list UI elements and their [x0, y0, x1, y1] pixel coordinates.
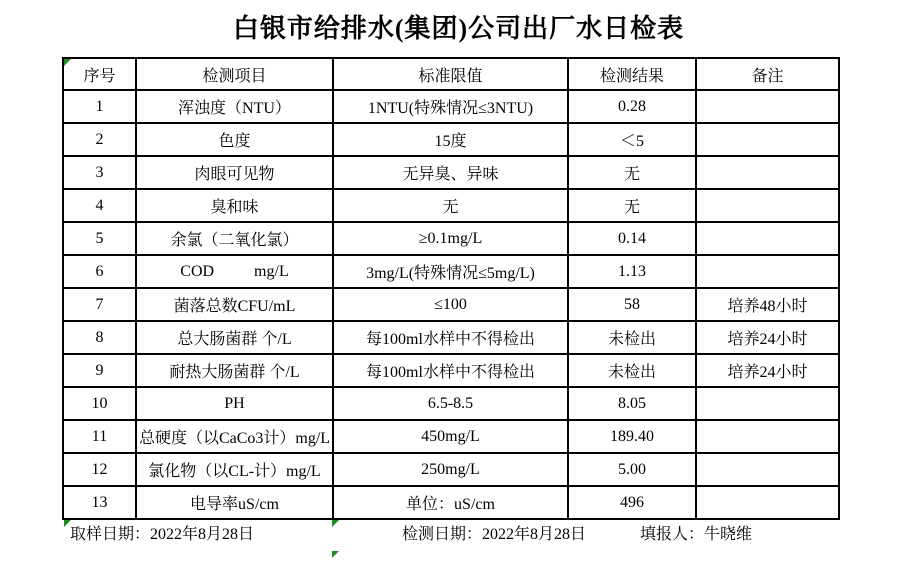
table-row — [63, 123, 839, 156]
cell-result: 未检出 — [568, 354, 696, 387]
cell-result: 8.05 — [568, 387, 696, 420]
cell-remark: 培养48小时 — [696, 288, 839, 321]
cell-serial: 8 — [63, 321, 136, 354]
header-row — [63, 58, 839, 90]
table-row — [63, 354, 839, 387]
column-header-remark: 备注 — [696, 58, 839, 90]
cell-serial: 6 — [63, 255, 136, 288]
cell-serial: 7 — [63, 288, 136, 321]
cell-remark — [696, 420, 839, 453]
column-header-result: 检测结果 — [568, 58, 696, 90]
cell-remark — [696, 453, 839, 486]
cell-remark: 培养24小时 — [696, 354, 839, 387]
cell-item: 余氯（二氧化氯） — [136, 222, 333, 255]
reporter-label: 填报人：牛晓维 — [640, 526, 753, 543]
cell-remark — [696, 486, 839, 519]
cell-item: 氯化物（以CL-计）mg/L — [136, 453, 333, 486]
cell-item: 浑浊度（NTU） — [136, 90, 333, 123]
cell-serial: 3 — [63, 156, 136, 189]
excel-error-indicator-icon — [64, 59, 71, 66]
cell-serial: 9 — [63, 354, 136, 387]
column-header-serial: 序号 — [63, 58, 136, 90]
cell-standard: 每100ml水样中不得检出 — [333, 354, 568, 387]
cell-standard: 无 — [333, 189, 568, 222]
cell-result: 未检出 — [568, 321, 696, 354]
cell-remark — [696, 123, 839, 156]
cell-result: 189.40 — [568, 420, 696, 453]
cell-serial: 4 — [63, 189, 136, 222]
cell-serial: 5 — [63, 222, 136, 255]
cell-item: 总硬度（以CaCo3计）mg/L — [136, 420, 333, 453]
excel-error-indicator-icon — [332, 520, 339, 527]
table-row — [63, 255, 839, 288]
cell-standard: 450mg/L — [333, 420, 568, 453]
cell-standard: 15度 — [333, 123, 568, 156]
excel-error-indicator-icon — [332, 551, 339, 558]
cell-serial: 11 — [63, 420, 136, 453]
cell-remark: 培养24小时 — [696, 321, 839, 354]
table-row — [63, 222, 839, 255]
cell-standard: 3mg/L(特殊情况≤5mg/L) — [333, 255, 568, 288]
cell-result: 无 — [568, 189, 696, 222]
cell-result: ＜5 — [568, 123, 696, 156]
table-row — [63, 90, 839, 123]
table-row — [63, 486, 839, 519]
cell-item: 肉眼可见物 — [136, 156, 333, 189]
cell-serial: 1 — [63, 90, 136, 123]
sampling-date-label: 取样日期：2022年8月28日 — [70, 526, 255, 543]
cell-serial: 13 — [63, 486, 136, 519]
cell-standard: 每100ml水样中不得检出 — [333, 321, 568, 354]
cell-serial: 2 — [63, 123, 136, 156]
cell-remark — [696, 387, 839, 420]
cell-item: 耐热大肠菌群 个/L — [136, 354, 333, 387]
cell-standard: 6.5-8.5 — [333, 387, 568, 420]
cell-item: 色度 — [136, 123, 333, 156]
table-row — [63, 321, 839, 354]
cell-result: 1.13 — [568, 255, 696, 288]
cell-serial: 12 — [63, 453, 136, 486]
cell-item: 电导率uS/cm — [136, 486, 333, 519]
test-date-label: 检测日期：2022年8月28日 — [402, 526, 587, 543]
column-header-item: 检测项目 — [136, 58, 333, 90]
cell-result: 5.00 — [568, 453, 696, 486]
cell-remark — [696, 156, 839, 189]
cell-result: 0.14 — [568, 222, 696, 255]
cell-standard: 250mg/L — [333, 453, 568, 486]
cell-remark — [696, 189, 839, 222]
cell-result: 无 — [568, 156, 696, 189]
table-row — [63, 453, 839, 486]
cell-item: COD mg/L — [136, 255, 333, 288]
cell-standard: 单位：uS/cm — [333, 486, 568, 519]
column-header-standard: 标准限值 — [333, 58, 568, 90]
cell-standard: ≤100 — [333, 288, 568, 321]
cell-standard: ≥0.1mg/L — [333, 222, 568, 255]
cell-result: 58 — [568, 288, 696, 321]
table-row — [63, 156, 839, 189]
cell-remark — [696, 222, 839, 255]
cell-item: 菌落总数CFU/mL — [136, 288, 333, 321]
table-row — [63, 189, 839, 222]
inspection-table — [62, 57, 840, 520]
cell-result: 0.28 — [568, 90, 696, 123]
cell-item: 臭和味 — [136, 189, 333, 222]
table-row — [63, 420, 839, 453]
page-title: 白银市给排水(集团)公司出厂水日检表 — [232, 14, 685, 43]
cell-serial: 10 — [63, 387, 136, 420]
cell-remark — [696, 255, 839, 288]
cell-result: 496 — [568, 486, 696, 519]
cell-standard: 1NTU(特殊情况≤3NTU) — [333, 90, 568, 123]
inspection-table-body — [63, 90, 839, 519]
excel-error-indicator-icon — [64, 520, 71, 527]
cell-standard: 无异臭、异味 — [333, 156, 568, 189]
cell-item: 总大肠菌群 个/L — [136, 321, 333, 354]
table-row — [63, 387, 839, 420]
cell-remark — [696, 90, 839, 123]
cell-item: PH — [136, 387, 333, 420]
table-row — [63, 288, 839, 321]
